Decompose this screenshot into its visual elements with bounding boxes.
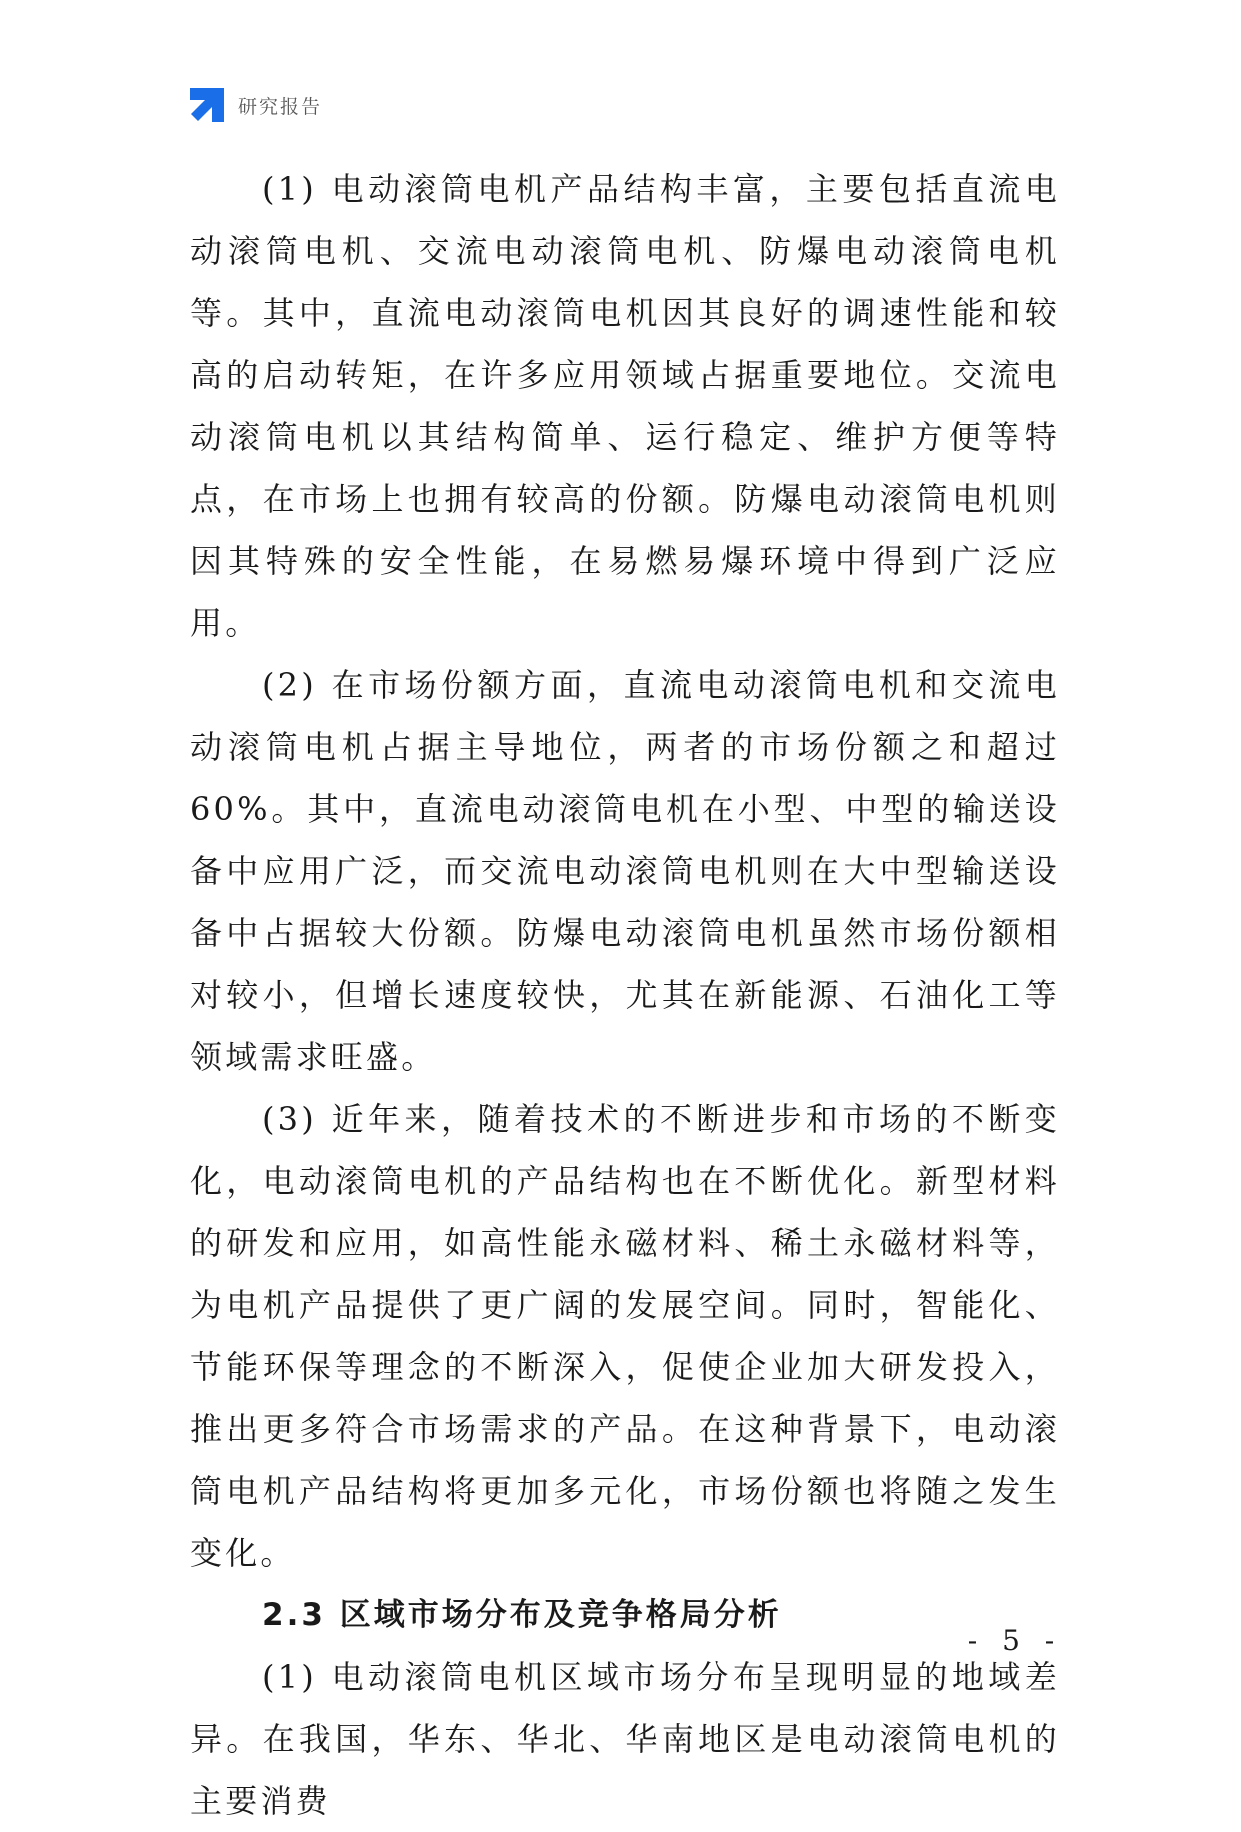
paragraph: (3) 近年来，随着技术的不断进步和市场的不断变化，电动滚筒电机的产品结构也在不断优化。新型材料的研发和应用，如高性能永磁材料、稀土永磁材料等，为电机产品提供了更广阔的发展空间。同时，智能化、节能环保等理念的不断深入，促使企业加大研发投入，推出更多符合市场需求的产品。在这种背景下，电动滚筒电机产品结构将更加多元化，市场份额也将随之发生变化。 bbox=[190, 1100, 1060, 1572]
report-header bbox=[190, 88, 322, 122]
paragraph: (1) 电动滚筒电机区域市场分布呈现明显的地域差异。在我国，华东、华北、华南地区是电动滚筒电机的主要消费 bbox=[190, 1658, 1060, 1820]
paragraph: (1) 电动滚筒电机产品结构丰富，主要包括直流电动滚筒电机、交流电动滚筒电机、防爆电动滚筒电机等。其中，直流电动滚筒电机因其良好的调速性能和较高的启动转矩，在许多应用领域占据重要地位。交流电动滚筒电机以其结构简单、运行稳定、维护方便等特点，在市场上也拥有较高的份额。防爆电动滚筒电机则因其特殊的安全性能，在易燃易爆环境中得到广泛应用。 bbox=[190, 170, 1060, 642]
document-body bbox=[190, 158, 1060, 1832]
page-number: - 5 - bbox=[967, 1624, 1063, 1657]
section-heading: 2.3 区域市场分布及竞争格局分析 bbox=[262, 1597, 782, 1633]
paragraph: (2) 在市场份额方面，直流电动滚筒电机和交流电动滚筒电机占据主导地位，两者的市场份额之和超过60%。其中，直流电动滚筒电机在小型、中型的输送设备中应用广泛，而交流电动滚筒电机则在大中型输送设备中占据较大份额。防爆电动滚筒电机虽然市场份额相对较小，但增长速度较快，尤其在新能源、石油化工等领域需求旺盛。 bbox=[190, 666, 1060, 1076]
arrow-up-right-icon bbox=[190, 88, 224, 122]
header-title: 研究报告 bbox=[238, 95, 323, 118]
